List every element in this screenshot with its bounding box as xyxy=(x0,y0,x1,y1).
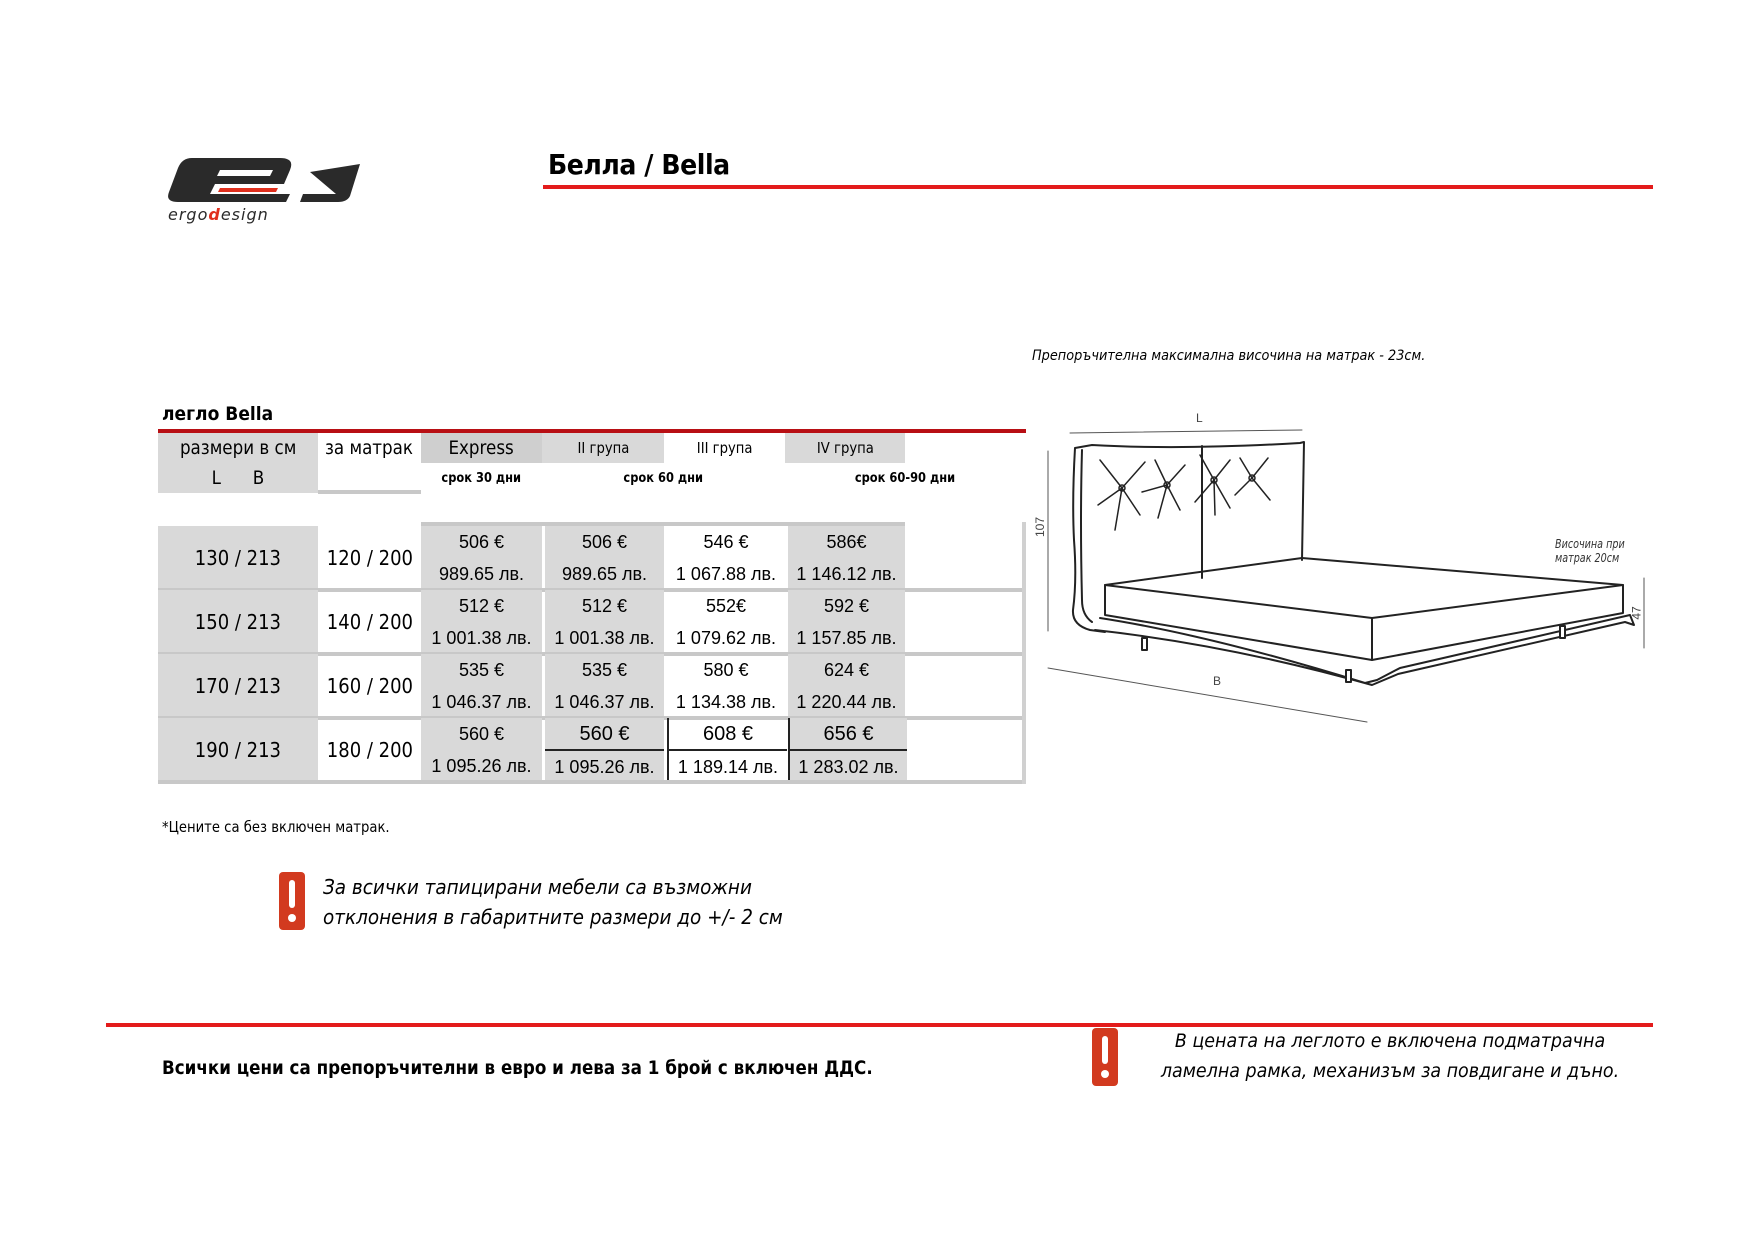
logo-text: ergodesign xyxy=(168,205,269,224)
price-cell xyxy=(667,590,785,654)
footer-price-note: Всички цени са препоръчителни в евро и лева за 1 брой с включен ДДС. xyxy=(162,1057,873,1079)
mattress-cell xyxy=(318,654,421,718)
header-term-60: срок 60 дни xyxy=(623,470,704,486)
mattress-cell xyxy=(318,590,421,654)
price-lev: 1 283.02 лв. xyxy=(798,756,899,777)
header-mattress-underline xyxy=(318,490,421,494)
header-mattress: за матрак xyxy=(325,437,414,459)
section-label: легло Bella xyxy=(162,403,274,425)
note-line: За всички тапицирани мебели са възможни xyxy=(323,875,752,899)
price-eur: 512 € xyxy=(458,596,505,616)
table-row xyxy=(158,526,1026,590)
mattress-height-note: Препоръчителна максимална височина на матрак - 23см. xyxy=(1032,348,1426,364)
price-cell xyxy=(421,526,542,590)
price-lev: 1 095.26 лв. xyxy=(554,756,655,777)
price-cell xyxy=(788,654,905,718)
header-term-express: срок 30 дни xyxy=(441,470,522,486)
header-express: Express xyxy=(421,433,542,463)
note-line: В цената на леглото е включена подматрачна xyxy=(1174,1030,1606,1052)
header-sizes: размери в см xyxy=(158,433,318,463)
warning-icon xyxy=(1092,1028,1118,1086)
table-row xyxy=(158,718,1026,782)
price-lev: 1 189.14 лв. xyxy=(677,756,779,777)
page-title: Белла / Bella xyxy=(548,148,730,181)
price-eur: 580 € xyxy=(703,660,749,680)
size-value: 170 / 213 xyxy=(194,674,282,698)
price-eur: 592 € xyxy=(823,596,870,616)
price-lev: 1 001.38 лв. xyxy=(554,628,655,648)
bed-base xyxy=(1105,558,1623,660)
note-line: матрак 20см xyxy=(1555,551,1620,565)
table-row xyxy=(158,654,1026,718)
dimension-arrow-b xyxy=(1048,668,1367,722)
size-cell xyxy=(158,718,318,782)
mattress-cell xyxy=(318,718,421,782)
mattress-value: 120 / 200 xyxy=(326,546,413,570)
price-cell xyxy=(788,590,905,654)
size-cell xyxy=(158,654,318,718)
headboard-inner xyxy=(1081,450,1092,622)
price-eur: 512 € xyxy=(581,596,628,616)
header-group-4: IV група xyxy=(785,433,905,463)
size-value: 130 / 213 xyxy=(194,546,282,570)
price-cell xyxy=(545,654,664,718)
price-eur: 586€ xyxy=(826,532,867,552)
price-lev: 1 220.44 лв. xyxy=(796,692,897,712)
header-group-3: III група xyxy=(696,439,753,457)
dimension-label-bed-height: 47 xyxy=(1629,606,1644,620)
price-cell xyxy=(545,526,664,590)
size-cell xyxy=(158,590,318,654)
price-cell xyxy=(667,718,787,782)
bed-edge xyxy=(1372,585,1623,618)
mattress-value: 140 / 200 xyxy=(326,610,413,634)
price-cell xyxy=(788,718,907,782)
size-cell xyxy=(158,526,318,590)
warning-icon xyxy=(279,872,305,930)
note-line: ламелна рамка, механизъм за повдигане и дъно. xyxy=(1160,1060,1620,1082)
dimension-arrow-l xyxy=(1070,430,1302,433)
dimension-label-l: L xyxy=(1196,411,1203,425)
note-line: Височина при xyxy=(1555,537,1625,551)
price-eur: 506 € xyxy=(458,532,505,552)
price-eur: 535 € xyxy=(458,660,505,680)
price-cell xyxy=(667,526,785,590)
bed-edge xyxy=(1105,585,1372,618)
price-lev: 1 146.12 лв. xyxy=(796,564,897,584)
price-cell xyxy=(421,718,542,782)
note-line: отклонения в габаритните размери до +/- 2 см xyxy=(323,905,783,929)
price-eur: 624 € xyxy=(823,660,870,680)
price-cell xyxy=(667,654,785,718)
price-cell xyxy=(421,590,542,654)
price-lev: 1 001.38 лв. xyxy=(431,628,532,648)
mattress-value: 180 / 200 xyxy=(326,738,413,762)
price-eur: 535 € xyxy=(581,660,628,680)
logo-mark-l xyxy=(300,164,360,202)
row-divider xyxy=(158,780,1026,784)
price-eur: 560 € xyxy=(545,719,664,751)
bed-dimension-diagram xyxy=(1030,400,1670,740)
price-lev: 989.65 лв. xyxy=(438,564,525,584)
price-eur: 506 € xyxy=(581,532,628,552)
header-term-60-90: срок 60-90 дни xyxy=(854,470,956,486)
price-cell xyxy=(545,718,664,782)
logo-mark-red xyxy=(218,188,278,192)
size-value: 190 / 213 xyxy=(194,738,282,762)
price-footnote: *Цените са без включен матрак. xyxy=(162,818,390,836)
title-divider xyxy=(543,185,1653,189)
price-lev: 1 046.37 лв. xyxy=(554,692,655,712)
price-lev: 1 046.37 лв. xyxy=(431,692,532,712)
price-lev: 989.65 лв. xyxy=(561,564,648,584)
price-cell xyxy=(421,654,542,718)
header-group-2: II група xyxy=(542,433,664,463)
logo-mark-r xyxy=(246,194,290,202)
bed-leg xyxy=(1142,638,1147,650)
header-sizes-sub: L B xyxy=(158,463,318,493)
ergodesign-logo xyxy=(160,150,370,225)
dimension-tolerance-note xyxy=(323,872,783,932)
price-cell xyxy=(788,526,905,590)
bed-leg xyxy=(1346,670,1351,682)
price-eur: 546 € xyxy=(703,532,749,552)
tufting-pattern xyxy=(1098,455,1270,530)
diagram-mattress-note xyxy=(1555,537,1625,565)
table-row xyxy=(158,590,1026,654)
price-lev: 1 157.85 лв. xyxy=(796,628,897,648)
dimension-label-height: 107 xyxy=(1033,516,1048,538)
price-lev: 1 095.26 лв. xyxy=(431,756,532,776)
mattress-cell xyxy=(318,526,421,590)
price-eur: 608 € xyxy=(669,719,787,751)
mattress-value: 160 / 200 xyxy=(326,674,413,698)
table-right-border xyxy=(1022,522,1026,784)
price-lev: 1 067.88 лв. xyxy=(675,564,777,584)
bed-leg xyxy=(1560,626,1565,638)
price-lev: 1 134.38 лв. xyxy=(675,692,777,712)
price-eur: 656 € xyxy=(790,719,907,751)
included-items-note xyxy=(1140,1026,1640,1086)
price-eur: 552€ xyxy=(705,596,747,616)
price-eur: 560 € xyxy=(458,724,505,744)
dimension-label-b: B xyxy=(1213,674,1222,688)
price-lev: 1 079.62 лв. xyxy=(675,628,777,648)
size-value: 150 / 213 xyxy=(194,610,282,634)
price-cell xyxy=(545,590,664,654)
